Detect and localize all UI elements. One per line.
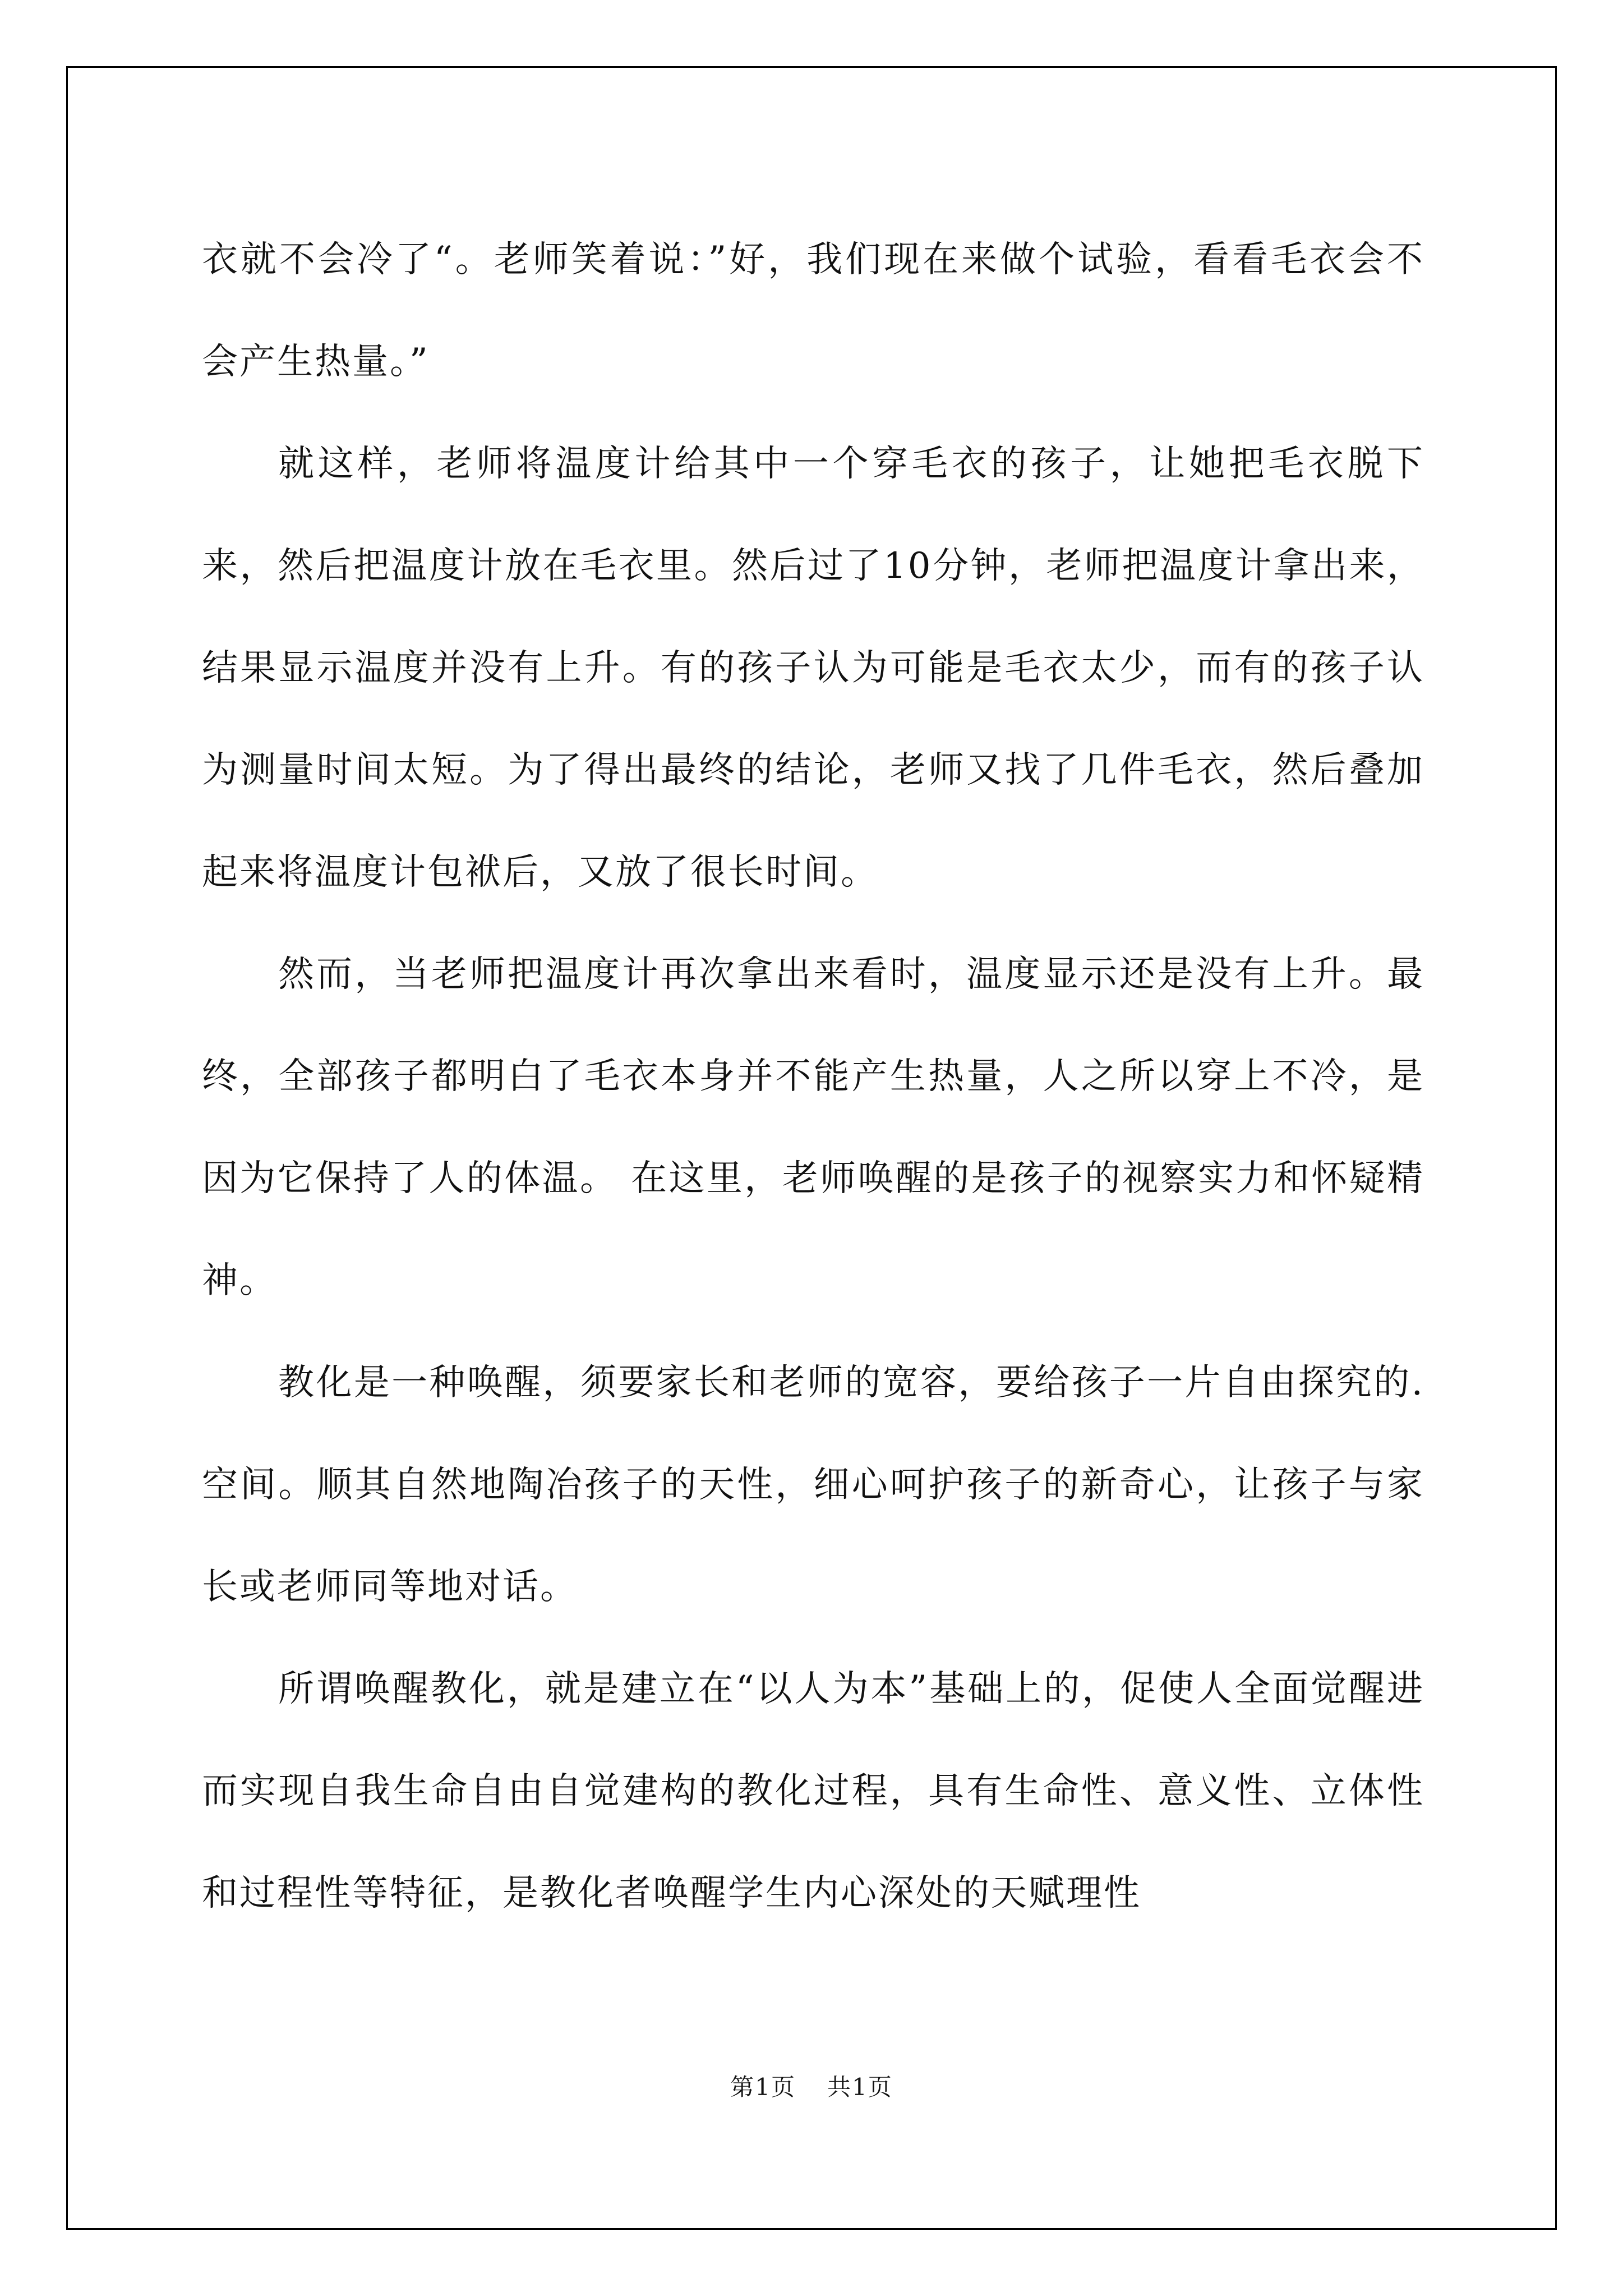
document-body	[202, 209, 1424, 1944]
paragraph-4: 教化是一种唤醒，须要家长和老师的宽容，要给孩子一片自由探究的.空间。顺其自然地陶冶孩子的天性，细心呵护孩子的新奇心，让孩子与家长或老师同等地对话。	[202, 1362, 1424, 1608]
paragraph-2: 就这样，老师将温度计给其中一个穿毛衣的孩子，让她把毛衣脱下来，然后把温度计放在毛衣里。然后过了10分钟，老师把温度计拿出来，结果显示温度并没有上升。有的孩子认为可能是毛衣太少，而有的孩子认为测量时间太短。为了得出最终的结论，老师又找了几件毛衣，然后叠加起来将温度计包袱后，又放了很长时间。	[202, 443, 1424, 893]
page-total: 共1页	[827, 2073, 893, 2101]
page-footer	[0, 2069, 1623, 2102]
paragraph-3: 然而，当老师把温度计再次拿出来看时，温度显示还是没有上升。最终，全部孩子都明白了毛衣本身并不能产生热量，人之所以穿上不冷，是因为它保持了人的体温。 在这里，老师唤醒的是孩子的视察实力和怀疑精神。	[202, 954, 1424, 1301]
page-number: 第1页	[730, 2073, 796, 2101]
paragraph-1: 衣就不会冷了“。老师笑着说：”好，我们现在来做个试验，看看毛衣会不会产生热量。”	[202, 239, 1424, 383]
paragraph-5: 所谓唤醒教化，就是建立在“以人为本”基础上的，促使人全面觉醒进而实现自我生命自由自觉建构的教化过程，具有生命性、意义性、立体性和过程性等特征，是教化者唤醒学生内心深处的天赋理性	[202, 1668, 1424, 1914]
